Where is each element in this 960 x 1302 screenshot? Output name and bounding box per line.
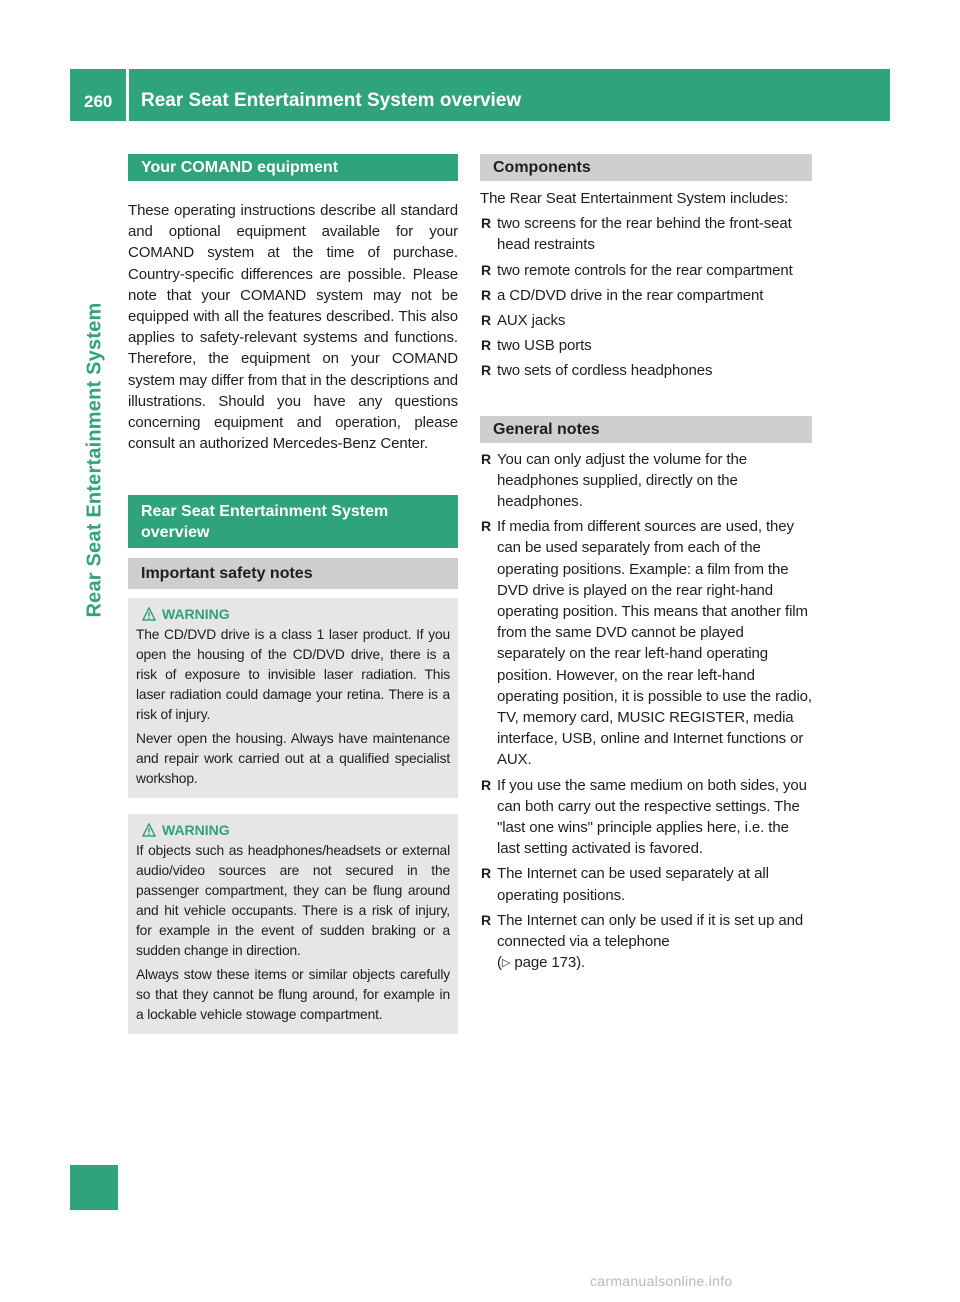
- list-item: R two USB ports: [480, 335, 812, 356]
- list-item: R two sets of cordless headphones: [480, 360, 812, 381]
- bullet-icon: R: [481, 362, 492, 379]
- right-column: [480, 154, 812, 979]
- bullet-icon: R: [481, 337, 492, 354]
- page-title: Rear Seat Entertainment System overview: [141, 90, 522, 111]
- warning-header: [136, 605, 450, 623]
- watermark: carmanualsonline.info: [590, 1273, 733, 1289]
- page-number: 260: [84, 92, 113, 111]
- components-intro: The Rear Seat Entertainment System includes:: [480, 190, 789, 207]
- warning-label: WARNING: [162, 606, 230, 623]
- section-heading-general-notes: General notes: [480, 416, 812, 443]
- list-item: R If media from different sources are used, they can be used separately from each of the operating positions. Example: a film from the DVD drive is played on the rear right-hand operating position. This means that another film from the same DVD cannot be played separately on the rear left-hand operating position. However, on the rear left-hand operating position, it is possible to use the radio, TV, memory card, MUSIC REGISTER, media interface, USB, online and Internet functions or AUX.: [481, 518, 812, 769]
- bullet-icon: R: [481, 450, 492, 467]
- warning-box-laser: [128, 598, 458, 798]
- bullet-icon: R: [481, 312, 492, 329]
- list-item: R a CD/DVD drive in the rear compartment: [480, 285, 812, 306]
- section-heading-safety: Important safety notes: [128, 558, 458, 589]
- warning-triangle-icon: [142, 607, 156, 621]
- bullet-icon: R: [481, 776, 492, 793]
- bullet-icon: R: [481, 215, 492, 232]
- warning-text: Always stow these items or similar objects carefully so that they cannot be flung around, for example in a lockable vehicle stowage compartment.: [136, 967, 450, 1023]
- list-item: R The Internet can be used separately at all operating positions.: [481, 865, 769, 904]
- chapter-side-tab: Rear Seat Entertainment System: [83, 302, 106, 618]
- page-ref-arrow-icon: ▷: [501, 957, 511, 970]
- page-reference-link[interactable]: page 173).: [514, 954, 586, 972]
- warning-box-objects: [128, 814, 458, 1034]
- warning-text: If objects such as headphones/headsets or external audio/video sources are not secured in the passenger compartment, they can be flung around and hit vehicle occupants. There is a risk of injury, for example in the event of sudden braking or a sudden change in direction.: [136, 843, 450, 959]
- components-list: [480, 213, 812, 381]
- list-item: R two remote controls for the rear compartment: [480, 260, 812, 281]
- list-item: R AUX jacks: [480, 310, 812, 331]
- chapter-marker-block: [70, 1165, 118, 1210]
- bullet-icon: R: [481, 518, 492, 535]
- list-item: R You can only adjust the volume for the headphones supplied, directly on the headphones.: [481, 450, 747, 511]
- list-item: R The Internet can only be used if it is set up and connected via a telephone (▷ page 173).: [481, 911, 804, 972]
- warning-text: Never open the housing. Always have maintenance and repair work carried out at a qualified specialist workshop.: [136, 731, 450, 787]
- header-divider: [126, 69, 129, 121]
- list-item: R two screens for the rear behind the front-seat head restraints: [481, 215, 792, 254]
- warning-text: The CD/DVD drive is a class 1 laser product. If you open the housing of the CD/DVD drive, there is a risk of exposure to invisible laser radiation. This laser radiation could damage your retina. There is a risk of injury.: [136, 627, 450, 723]
- list-item: R If you use the same medium on both sides, you can both carry out the respective settings. The "last one wins" principle applies here, i.e. the last setting activated is favored.: [481, 776, 807, 858]
- section-heading-rse-overview: Rear Seat Entertainment System overview: [128, 495, 458, 548]
- section-heading-components: Components: [480, 154, 812, 181]
- equipment-paragraph: These operating instructions describe all standard and optional equipment available for your COMAND system at the time of purchase. Country-specific differences are possible. Please note that your COMAND system may not be equipped with all the features described. This also applies to safety-relevant systems and functions. Therefore, the equipment on your COMAND system may differ from that in the descriptions and illustrations. Should you have any questions concerning equipment and operation, please consult an authorized Mercedes-Benz Center.: [128, 202, 458, 453]
- bullet-icon: R: [481, 865, 492, 882]
- section-heading-equipment: Your COMAND equipment: [128, 154, 458, 181]
- warning-label: WARNING: [162, 822, 230, 839]
- bullet-icon: R: [481, 261, 492, 278]
- bullet-icon: R: [481, 286, 492, 303]
- warning-header: [136, 821, 450, 839]
- general-notes-list: [480, 449, 812, 975]
- left-column: [128, 154, 458, 1034]
- warning-triangle-icon: [142, 823, 156, 837]
- bullet-icon: R: [481, 911, 492, 928]
